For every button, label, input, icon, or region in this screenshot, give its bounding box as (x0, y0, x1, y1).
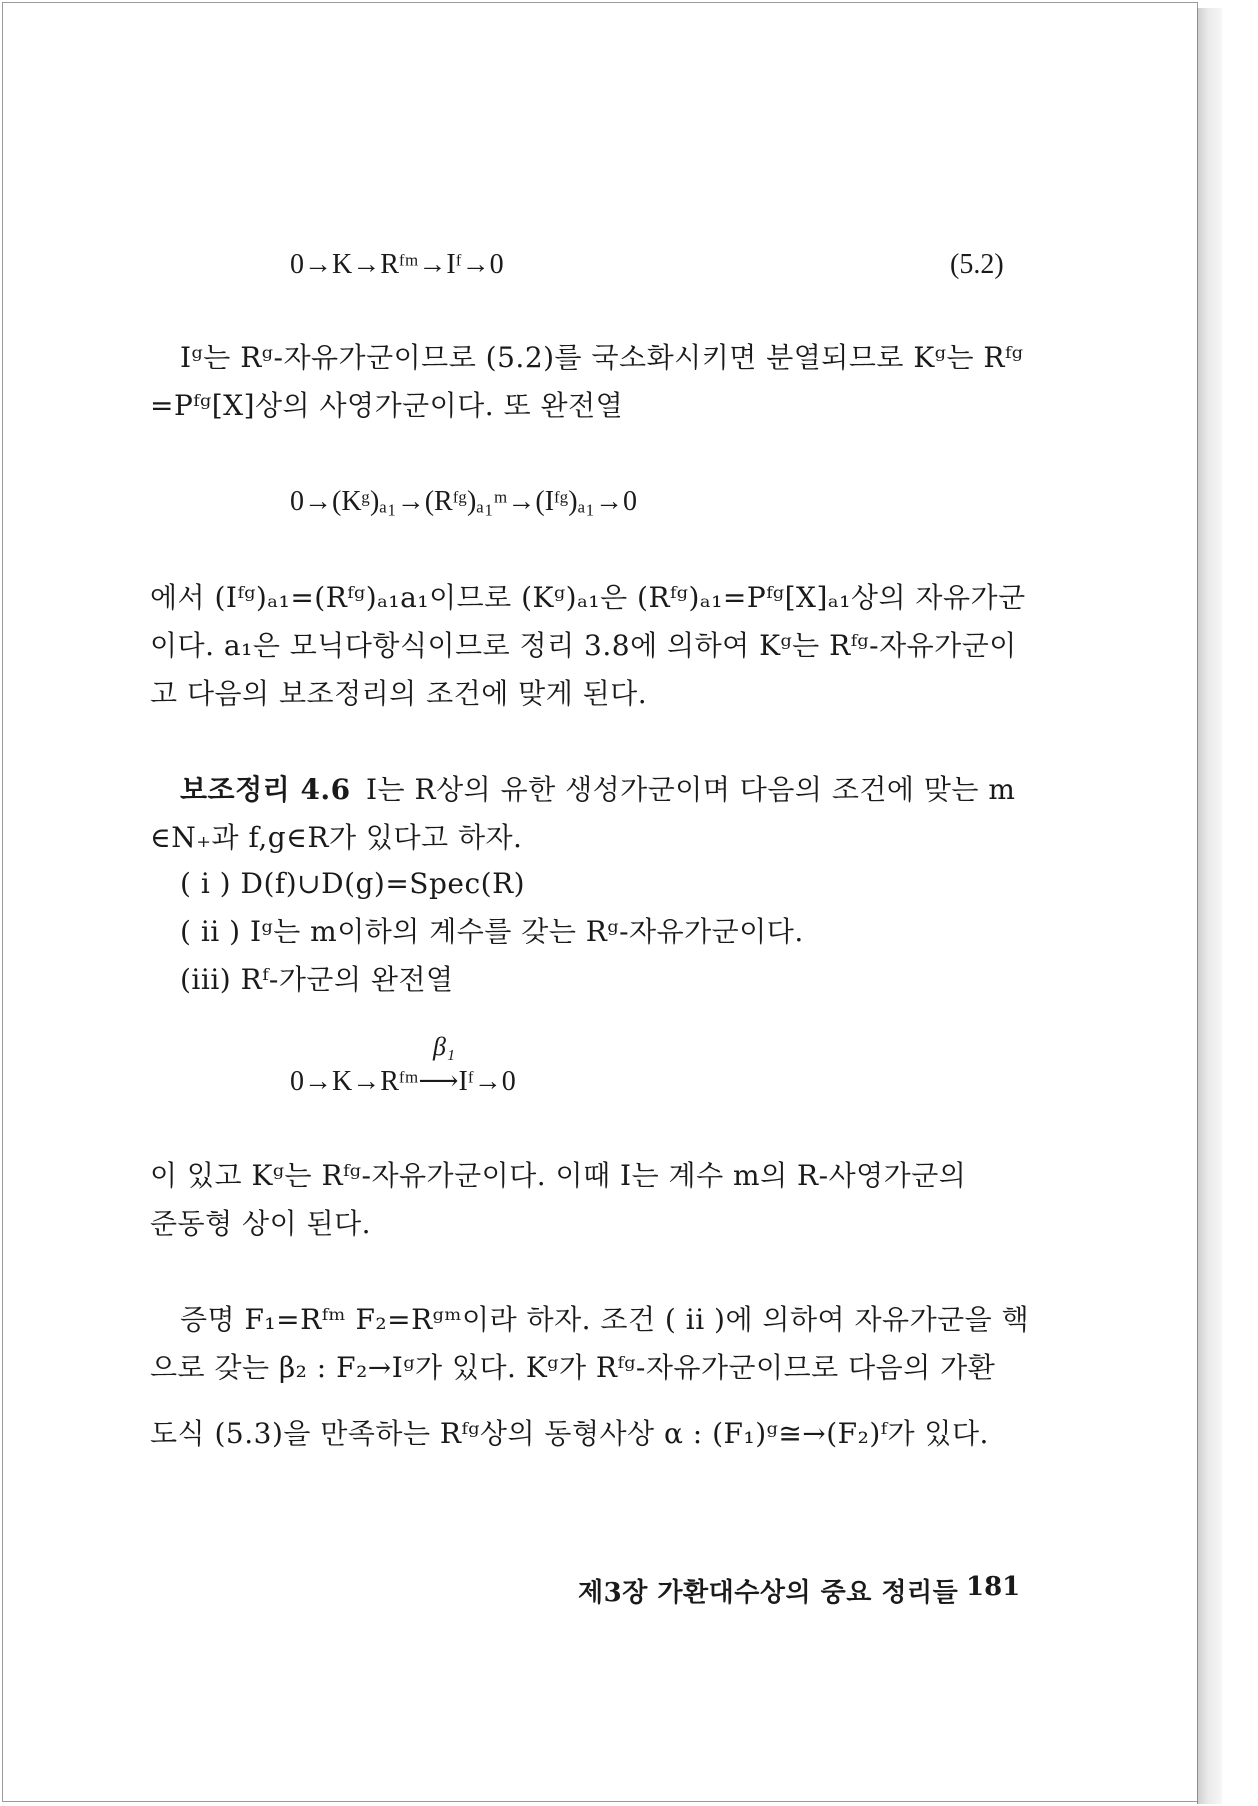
paragraph-2-line-2: 이다. a₁은 모닉다항식이므로 정리 3.8에 의하여 Kᵍ는 Rᶠᵍ-자유가군이 (150, 629, 1017, 662)
page-number: 181 (966, 1572, 1021, 1602)
condition-iii: (iii) Rᶠ-가군의 완전열 (180, 963, 454, 996)
lemma-line-2: ∈N₊과 f,g∈R가 있다고 하자. (150, 821, 523, 854)
proof-line-3: 도식 (5.3)을 만족하는 Rᶠᵍ상의 동형사상 α : (F₁)ᵍ≅→(F₂)ᶠ가 있다. (150, 1417, 989, 1450)
paragraph-3-line-2: 준동형 상이 된다. (150, 1207, 372, 1240)
lemma-title: 보조정리 4.6 (180, 773, 351, 806)
equation-lemma: 0→K→Rᶠᵐ⟶Iᶠ→0 (290, 1066, 516, 1097)
beta-1-label: β₁ (433, 1032, 455, 1061)
running-footer-chapter: 제3장 가환대수상의 중요 정리들 (578, 1578, 959, 1608)
equation-localized: 0→(Kᵍ)ₐ₁→(Rᶠᵍ)ₐ₁ᵐ→(Iᶠᵍ)ₐ₁→0 (290, 486, 638, 517)
page-edge-shadow (1197, 8, 1222, 1804)
paragraph-2-line-1: 에서 (Iᶠᵍ)ₐ₁=(Rᶠᵍ)ₐ₁a₁이므로 (Kᵍ)ₐ₁은 (Rᶠᵍ)ₐ₁=Pᶠᵍ[X]ₐ₁상의 자유가군 (150, 581, 1026, 614)
paragraph-1-line-2: =Pᶠᵍ[X]상의 사영가군이다. 또 완전열 (150, 389, 624, 422)
proof-line-1: 증명 F₁=Rᶠᵐ F₂=Rᵍᵐ이라 하자. 조건 ( ii )에 의하여 자유가군을 핵 (180, 1303, 1030, 1336)
equation-5-2: 0→K→Rᶠᵐ→Iᶠ→0 (290, 249, 504, 280)
equation-number: (5.2) (950, 249, 1004, 280)
lemma-line-1: I는 R상의 유한 생성가군이며 다음의 조건에 맞는 m (366, 773, 1016, 806)
paragraph-3-line-1: 이 있고 Kᵍ는 Rᶠᵍ-자유가군이다. 이때 I는 계수 m의 R-사영가군의 (150, 1159, 967, 1192)
proof-line-2: 으로 갖는 β₂ : F₂→Iᵍ가 있다. Kᵍ가 Rᶠᵍ-자유가군이므로 다음의 가환 (150, 1351, 996, 1384)
paragraph-2-line-3: 고 다음의 보조정리의 조건에 맞게 된다. (150, 677, 648, 710)
condition-ii: ( ii ) Iᵍ는 m이하의 계수를 갖는 Rᵍ-자유가군이다. (180, 915, 804, 948)
condition-i: ( i ) D(f)∪D(g)=Spec(R) (180, 867, 526, 900)
paragraph-1-line-1: Iᵍ는 Rᵍ-자유가군이므로 (5.2)를 국소화시키면 분열되므로 Kᵍ는 Rᶠᵍ (180, 341, 1024, 374)
